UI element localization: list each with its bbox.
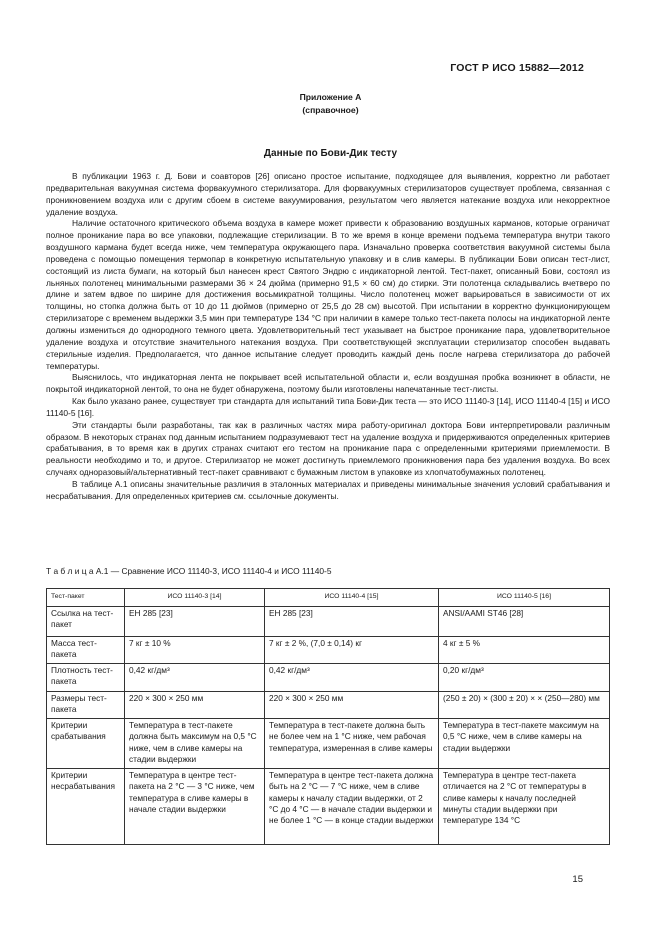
appendix-heading bbox=[0, 91, 661, 117]
row-label: Ссылка на тест-пакет bbox=[47, 607, 125, 637]
table-caption: Т а б л и ц а А.1 — Сравнение ИСО 11140-3, ИСО 11140-4 и ИСО 11140-5 bbox=[46, 566, 332, 576]
table-cell: 220 × 300 × 250 мм bbox=[125, 692, 265, 719]
comparison-table bbox=[46, 588, 610, 845]
table-cell: Температура в центре тест-пакета на 2 °С — 3 °С ниже, чем температура в сливе камеры в начале стадии выдержки bbox=[125, 769, 265, 845]
table-cell: 0,42 кг/дм³ bbox=[125, 664, 265, 692]
paragraph: Выяснилось, что индикаторная лента не покрывает всей испытательной области и, если воздушная пробка возникнет в области, не покрытой индикаторной лентой, то она не будет обнаружена, поэтому были изготовлены напечатанные тест-листы. bbox=[46, 372, 610, 395]
paragraph: В публикации 1963 г. Д. Бови и соавторов [26] описано простое испытание, подходящее для выявления, корректно ли работает предварительная вакуумная система форвакуумного стерилизатора. Для форвакуумных стерилизаторов существует проблема, связанная с проникновением воздуха или с другим сбоем в системе вакуумирования, результатом чего является натекание воздуха или некорректное удаление воздуха. bbox=[46, 171, 610, 217]
section-title: Данные по Бови-Дик тесту bbox=[263, 148, 398, 159]
table-cell: Температура в тест-пакете максимум на 0,5 °С ниже, чем в сливе камеры на стадии выдержки bbox=[439, 719, 610, 769]
column-header: ИСО 11140-3 [14] bbox=[125, 589, 265, 607]
column-header: ИСО 11140-5 [16] bbox=[439, 589, 610, 607]
table-cell: 0,20 кг/дм³ bbox=[439, 664, 610, 692]
row-label: Масса тест-пакета bbox=[47, 637, 125, 664]
row-label: Критерии несрабатывания bbox=[47, 769, 125, 845]
row-label: Критерии срабатывания bbox=[47, 719, 125, 769]
table-cell: Температура в тест-пакете должна быть максимум на 0,5 °С ниже, чем в сливе камеры на стадии выдержки bbox=[125, 719, 265, 769]
paragraph: Наличие остаточного критического объема воздуха в камере может привести к образованию воздушных карманов, которые ограничат полное проникание пара во все упаковки, подлежащие стерилизации. В то же время в конце времени подъема температура внутри такого воздушного кармана будет всегда ниже, чем температура окружающего пара. Изначально проверка соответствия вакуумной системы была проведена с помощью помещения термопар в конкретную испытательную упаковку и в слив камеры. В публикации Бови описан тест-лист, состоящий из листа бумаги, на который был нанесен крест Святого Эндрю с индикаторной лентой. Тест-пакет, описанный Бови, состоял из льняных полотенец минимальными размерами 36 × 24 дюйма (примерно 91,5 × 60 см) до стирки. Эти полотенца складывались вчетверо по длине и затем вдвое по ширине для достижения восьмикратной толщины. Число полотенец может варьироваться в зависимости от их толщины, но стопка должна быть от 10 до 11 дюймов (примерно от 25,5 до 28 см) высотой. При испытании в корректно функционирующем стерилизаторе с временем выдержки 3,5 мин при температуре 134 °С при наличии в камере только тест-пакета полосы на индикаторной ленте должны измениться до однородного темного цвета. Удовлетворительный тест указывает на быстрое проникание пара, удовлетворительное удаление воздуха и отсутствие значительного натекания воздуха. При соответствующей эксплуатации стерилизатор способен выдавать стерильные изделия. Предполагается, что данное испытание следует проводить каждый день после нагрева стерилизатора до рабочей температуры. bbox=[46, 218, 610, 371]
paragraph: Как было указано ранее, существует три стандарта для испытаний типа Бови-Дик теста — это ИСО 11140-3 [14], ИСО 11140-4 [15] и ИСО 11140-5 [16]. bbox=[46, 396, 610, 418]
table-row bbox=[47, 692, 610, 719]
table-row bbox=[47, 637, 610, 664]
row-label: Плотность тест-пакета bbox=[47, 664, 125, 692]
table-cell: 4 кг ± 5 % bbox=[439, 637, 610, 664]
page-number: 15 bbox=[572, 874, 583, 885]
table-cell: 7 кг ± 2 %, (7,0 ± 0,14) кг bbox=[265, 637, 439, 664]
column-header: Тест-пакет bbox=[47, 589, 125, 607]
column-header: ИСО 11140-4 [15] bbox=[265, 589, 439, 607]
table-header-row bbox=[47, 589, 610, 607]
table-cell: 220 × 300 × 250 мм bbox=[265, 692, 439, 719]
appendix-type: (справочное) bbox=[302, 105, 359, 115]
table-cell: ЕН 285 [23] bbox=[125, 607, 265, 637]
document-header: ГОСТ Р ИСО 15882—2012 bbox=[450, 62, 584, 74]
table-row bbox=[47, 719, 610, 769]
table-cell: ANSI/AAMI ST46 [28] bbox=[439, 607, 610, 637]
table-row bbox=[47, 664, 610, 692]
paragraph: Эти стандарты были разработаны, так как в различных частях мира работу-оригинал доктора Бови интерпретировали различным образом. В некоторых странах под данным испытанием подразумевают тест на удаление воздуха и придерживаются определенных критериев срабатывания, в то время как в других странах считают его тестом на проникание пара с определенными критериями приемлемости. В реальности необходимо и то, и другое. Стерилизатор не может достигнуть приемлемого проникновения пара без удаления воздуха. Во всех случаях одноразовый/альтернативный тест-пакет сравнивают с бумажным листом в упаковке из хлопчатобумажных полотенец. bbox=[46, 419, 610, 478]
table-cell: Температура в центре тест-пакета отличается на 2 °С от температуры в сливе камеры к началу последней минуты стадии выдержки при температуре 134 °С bbox=[439, 769, 610, 845]
table-cell: (250 ± 20) × (300 ± 20) × × (250—280) мм bbox=[439, 692, 610, 719]
table-cell: ЕН 285 [23] bbox=[265, 607, 439, 637]
body-text bbox=[46, 171, 610, 503]
table-row bbox=[47, 769, 610, 845]
table-cell: 0,42 кг/дм³ bbox=[265, 664, 439, 692]
paragraph: В таблице А.1 описаны значительные различия в эталонных материалах и приведены минимальные значения условий срабатывания и несрабатывания. Для определенных критериев см. ссылочные документы. bbox=[46, 478, 610, 501]
appendix-label: Приложение А bbox=[299, 92, 362, 102]
table-cell: 7 кг ± 10 % bbox=[125, 637, 265, 664]
row-label: Размеры тест-пакета bbox=[47, 692, 125, 719]
table-cell: Температура в тест-пакете должна быть не более чем на 1 °С ниже, чем рабочая температура, измеренная в сливе камеры bbox=[265, 719, 439, 769]
table-row bbox=[47, 607, 610, 637]
table-cell: Температура в центре тест-пакета должна быть на 2 °С — 7 °С ниже, чем в сливе камеры к началу стадии выдержки, от 2 °С до 4 °С — в начале стадии выдержки и не более 1 °С — в конце стадии выдержки bbox=[265, 769, 439, 845]
